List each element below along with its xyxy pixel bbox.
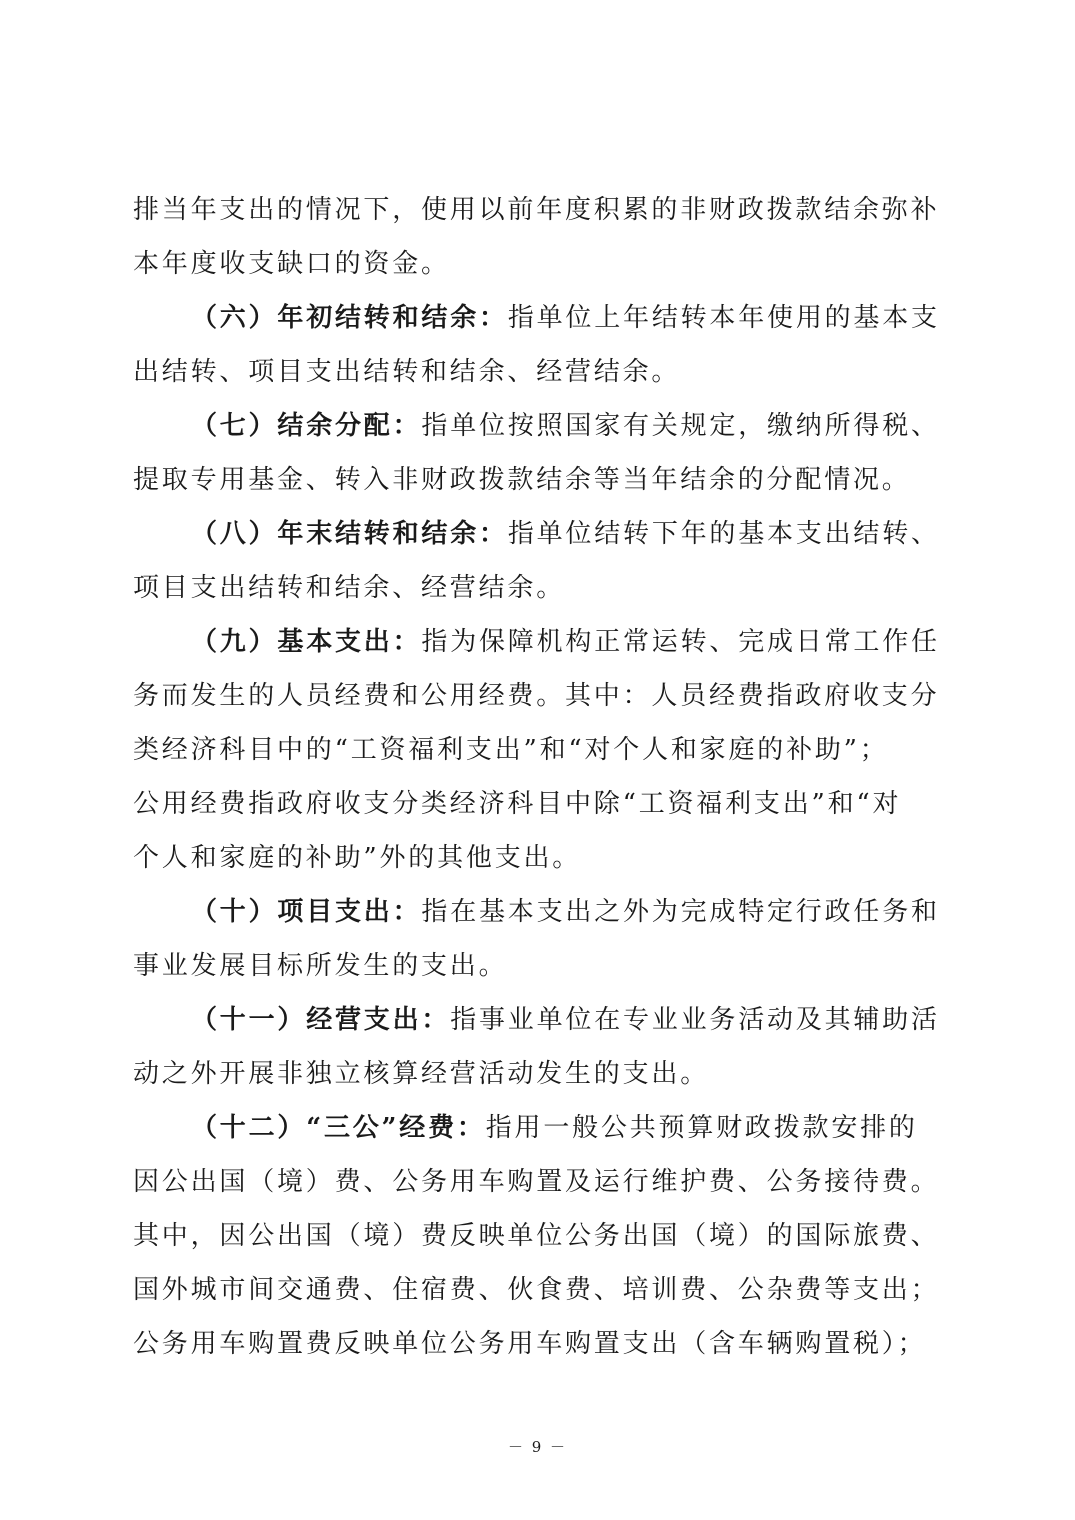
- text-line: 公用经费指政府收支分类经济科目中除“工资福利支出”和“对: [133, 789, 902, 819]
- section-heading: （七）结余分配：: [191, 411, 422, 441]
- section-heading: （六）年初结转和结余：: [191, 303, 508, 333]
- text-line: 指单位按照国家有关规定，缴纳所得税、: [421, 411, 940, 441]
- paragraph-6: [133, 291, 953, 345]
- text-line: 因公出国（境）费、公务用车购置及运行维护费、公务接待费。: [133, 1167, 940, 1197]
- text-line: 出结转、项目支出结转和结余、经营结余。: [133, 357, 681, 387]
- page-number: － 9 －: [507, 1438, 568, 1456]
- paragraph-7: [133, 399, 953, 453]
- section-heading: （八）年末结转和结余：: [191, 519, 508, 549]
- text-line: 项目支出结转和结余、经营结余。: [133, 573, 566, 603]
- paragraph-12: [133, 1101, 953, 1155]
- text-line: 类经济科目中的“工资福利支出”和“对个人和家庭的补助”；: [133, 735, 889, 765]
- text-line: 指为保障机构正常运转、完成日常工作任: [421, 627, 940, 657]
- text-line: 指事业单位在专业业务活动及其辅助活: [450, 1005, 940, 1035]
- text-line: 动之外开展非独立核算经营活动发生的支出。: [133, 1059, 710, 1089]
- text-line: 事业发展目标所发生的支出。: [133, 951, 508, 981]
- section-heading: （九）基本支出：: [191, 627, 422, 657]
- document-body: [133, 183, 953, 1371]
- text-line: 提取专用基金、转入非财政拨款结余等当年结余的分配情况。: [133, 465, 911, 495]
- paragraph-10: [133, 885, 953, 939]
- text-line: 指用一般公共预算财政拨款安排的: [485, 1113, 918, 1143]
- text-line: 务而发生的人员经费和公用经费。其中：人员经费指政府收支分: [133, 681, 940, 711]
- text-line: 公务用车购置费反映单位公务用车购置支出（含车辆购置税）；: [133, 1329, 927, 1359]
- section-heading: （十）项目支出：: [191, 897, 422, 927]
- text-line: 其中，因公出国（境）费反映单位公务出国（境）的国际旅费、: [133, 1221, 940, 1251]
- text-line: 本年度收支缺口的资金。: [133, 249, 450, 279]
- text-line: 国外城市间交通费、住宿费、伙食费、培训费、公杂费等支出；: [133, 1275, 940, 1305]
- paragraph-9: [133, 615, 953, 669]
- section-heading: （十一）经营支出：: [191, 1005, 451, 1035]
- section-heading: （十二）“三公”经费：: [191, 1113, 486, 1143]
- text-line: 指在基本支出之外为完成特定行政任务和: [421, 897, 940, 927]
- text-line: 指单位上年结转本年使用的基本支: [507, 303, 940, 333]
- paragraph-8: [133, 507, 953, 561]
- text-line: 排当年支出的情况下，使用以前年度积累的非财政拨款结余弥补: [133, 195, 940, 225]
- text-line: 个人和家庭的补助”外的其他支出。: [133, 843, 582, 873]
- text-line: 指单位结转下年的基本支出结转、: [507, 519, 940, 549]
- paragraph-11: [133, 993, 953, 1047]
